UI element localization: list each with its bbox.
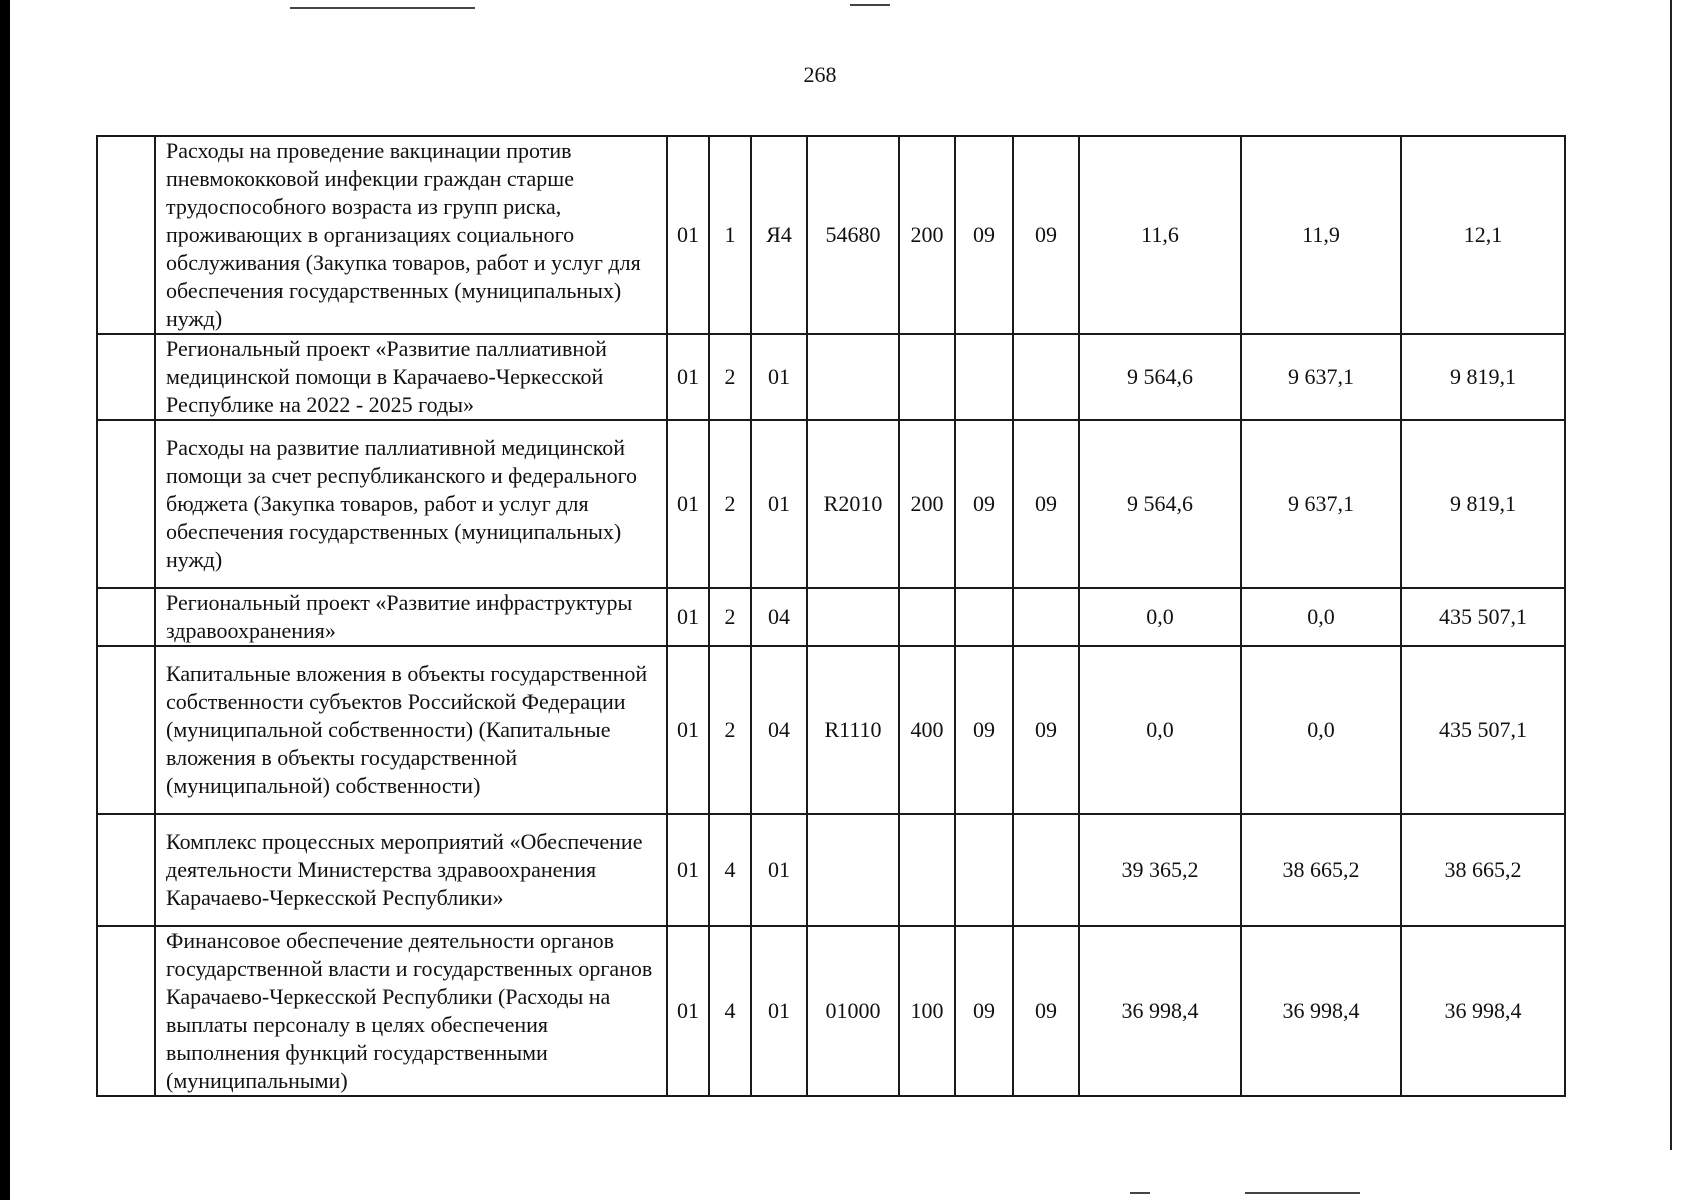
budget-table	[96, 135, 1566, 1097]
row-name: Региональный проект «Развитие инфраструктуры здравоохранения»	[155, 588, 667, 646]
row-name: Расходы на развитие паллиативной медицинской помощи за счет республиканского и федерального бюджета (Закупка товаров, работ и услуг для обеспечения государственных (муниципальных) нужд)	[155, 420, 667, 588]
code-cell: 4	[709, 926, 751, 1096]
code-cell: 09	[1013, 136, 1079, 334]
table-row	[97, 814, 1565, 926]
amount-cell: 11,9	[1241, 136, 1401, 334]
table-row	[97, 588, 1565, 646]
code-cell: 54680	[807, 136, 899, 334]
code-cell: 04	[751, 588, 807, 646]
code-cell: 2	[709, 334, 751, 420]
scan-edge-left	[0, 0, 10, 1200]
amount-cell: 0,0	[1241, 646, 1401, 814]
code-cell: 2	[709, 588, 751, 646]
scan-mark	[1130, 1192, 1150, 1194]
scan-mark	[290, 7, 475, 9]
row-name: Комплекс процессных мероприятий «Обеспечение деятельности Министерства здравоохранения Карачаево-Черкесской Республики»	[155, 814, 667, 926]
code-cell: 09	[1013, 420, 1079, 588]
amount-cell: 435 507,1	[1401, 588, 1565, 646]
amount-cell: 9 819,1	[1401, 334, 1565, 420]
code-cell: 01000	[807, 926, 899, 1096]
amount-cell: 12,1	[1401, 136, 1565, 334]
code-cell	[899, 334, 955, 420]
amount-cell: 36 998,4	[1401, 926, 1565, 1096]
code-cell	[1013, 334, 1079, 420]
scan-edge-right	[1670, 0, 1672, 1150]
code-cell: Я4	[751, 136, 807, 334]
amount-cell: 0,0	[1241, 588, 1401, 646]
code-cell: 09	[955, 646, 1013, 814]
code-cell: 09	[955, 136, 1013, 334]
code-cell: 01	[751, 420, 807, 588]
code-cell: 01	[667, 420, 709, 588]
amount-cell: 38 665,2	[1241, 814, 1401, 926]
code-cell	[955, 814, 1013, 926]
page-number: 268	[803, 62, 837, 87]
code-cell: 4	[709, 814, 751, 926]
scan-mark	[850, 4, 890, 6]
code-cell	[807, 814, 899, 926]
code-cell	[899, 588, 955, 646]
code-cell: 01	[667, 646, 709, 814]
code-cell	[955, 334, 1013, 420]
code-cell	[1013, 814, 1079, 926]
code-cell: 01	[751, 334, 807, 420]
row-name: Финансовое обеспечение деятельности органов государственной власти и государственных органов Карачаево-Черкесской Республики (Расходы на выплаты персоналу в целях обеспечения выполнения функций государственными (муниципальными)	[155, 926, 667, 1096]
table-row	[97, 136, 1565, 334]
code-cell: 01	[667, 926, 709, 1096]
amount-cell: 0,0	[1079, 588, 1241, 646]
table-row	[97, 926, 1565, 1096]
code-cell	[807, 334, 899, 420]
code-cell: R2010	[807, 420, 899, 588]
amount-cell: 36 998,4	[1241, 926, 1401, 1096]
code-cell: 2	[709, 646, 751, 814]
code-cell: 01	[667, 136, 709, 334]
amount-cell: 9 819,1	[1401, 420, 1565, 588]
amount-cell: 9 637,1	[1241, 420, 1401, 588]
code-cell	[1013, 588, 1079, 646]
amount-cell: 9 564,6	[1079, 420, 1241, 588]
code-cell: 200	[899, 136, 955, 334]
code-cell: 01	[667, 334, 709, 420]
code-cell: 01	[667, 588, 709, 646]
table-row	[97, 646, 1565, 814]
amount-cell: 9 564,6	[1079, 334, 1241, 420]
table-row	[97, 420, 1565, 588]
code-cell: 04	[751, 646, 807, 814]
code-cell: 200	[899, 420, 955, 588]
code-cell: 09	[1013, 926, 1079, 1096]
amount-cell: 39 365,2	[1079, 814, 1241, 926]
amount-cell: 11,6	[1079, 136, 1241, 334]
amount-cell: 38 665,2	[1401, 814, 1565, 926]
code-cell: R1110	[807, 646, 899, 814]
amount-cell: 435 507,1	[1401, 646, 1565, 814]
row-name: Региональный проект «Развитие паллиативной медицинской помощи в Карачаево-Черкесской Республике на 2022 - 2025 годы»	[155, 334, 667, 420]
code-cell: 09	[955, 926, 1013, 1096]
code-cell: 1	[709, 136, 751, 334]
code-cell: 01	[667, 814, 709, 926]
code-cell	[899, 814, 955, 926]
row-name: Расходы на проведение вакцинации против пневмококковой инфекции граждан старше трудоспособного возраста из групп риска, проживающих в организациях социального обслуживания (Закупка товаров, работ и услуг для обеспечения государственных (муниципальных) нужд)	[155, 136, 667, 334]
row-name: Капитальные вложения в объекты государственной собственности субъектов Российской Федерации (муниципальной собственности) (Капитальные вложения в объекты государственной (муниципальной) собственности)	[155, 646, 667, 814]
code-cell: 01	[751, 814, 807, 926]
code-cell: 2	[709, 420, 751, 588]
code-cell	[955, 588, 1013, 646]
amount-cell: 36 998,4	[1079, 926, 1241, 1096]
amount-cell: 9 637,1	[1241, 334, 1401, 420]
code-cell	[807, 588, 899, 646]
code-cell: 09	[1013, 646, 1079, 814]
code-cell: 100	[899, 926, 955, 1096]
amount-cell: 0,0	[1079, 646, 1241, 814]
code-cell: 400	[899, 646, 955, 814]
scan-mark	[1245, 1192, 1360, 1194]
table-row	[97, 334, 1565, 420]
code-cell: 09	[955, 420, 1013, 588]
code-cell: 01	[751, 926, 807, 1096]
